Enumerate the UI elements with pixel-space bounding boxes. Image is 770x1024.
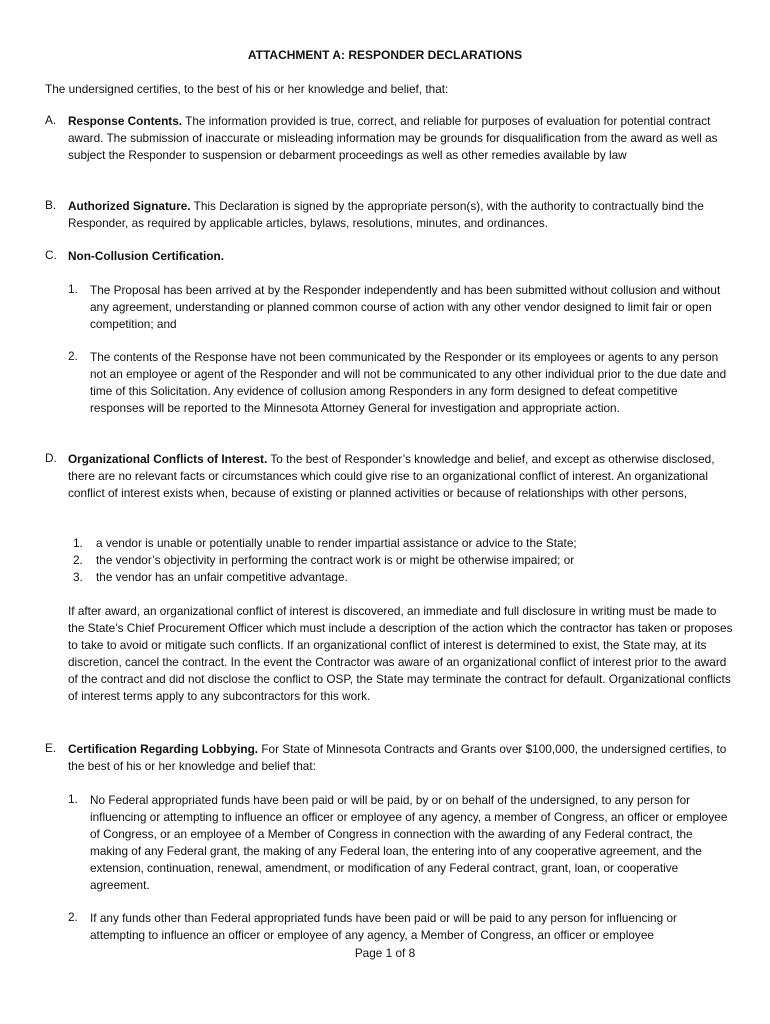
intro-paragraph: The undersigned certifies, to the best of his or her knowledge and belief, that: (45, 82, 449, 96)
section-letter: A. (45, 113, 57, 127)
section-heading: Non-Collusion Certification. (68, 249, 224, 263)
section-letter: E. (45, 741, 57, 755)
section-text: If after award, an organizational conflict of interest is discovered, an immediate and full disclosure in writing must be made to the State’s Chief Procurement Officer which must include a description of the action which the contractor has taken or proposes to take to avoid or mitigate such conflicts. If an organizational conflict of interest is determined to exist, the State may, at its discretion, cancel the contract. In the event the Contractor was aware of an organizational conflict of interest prior to the award of the contract and did not disclose the conflict to OSP, the State may terminate the contract for default. Organizational conflicts of interest terms apply to any subcontractors for this work. (68, 604, 733, 703)
section-heading: Organizational Conflicts of Interest. (68, 452, 268, 466)
section-heading: Certification Regarding Lobbying. (68, 742, 259, 756)
section-heading: Authorized Signature. (68, 199, 191, 213)
section-letter: D. (45, 451, 57, 465)
section-letter: C. (45, 248, 57, 262)
page-title: ATTACHMENT A: RESPONDER DECLARATIONS (247, 48, 523, 62)
section-text: The information provided is true, correct, and reliable for purposes of evaluation for potential contract award. The submission of inaccurate or misleading information may be grounds for disqualification from the award as well as subject the Responder to suspension or debarment proceedings as well as other remedies available by law (68, 114, 718, 162)
section-letter: B. (45, 198, 57, 212)
page-number: Page 1 of 8 (354, 946, 416, 960)
section-text: This Declaration is signed by the appropriate person(s), with the authority to contractually bind the Responder, as required by applicable articles, bylaws, resolutions, minutes, and ordinances. (68, 199, 704, 230)
section-text: To the best of Responder’s knowledge and belief, and except as otherwise disclosed, there are no relevant facts or circumstances which could give rise to an organizational conflict of interest. An organizational conflict of interest exists when, because of existing or planned activities or because of relationships with other persons, (68, 452, 715, 500)
document-page: ATTACHMENT A: RESPONDER DECLARATIONS The undersigned certifies, to the best of his or her knowledge and belief, that: A. Response Contents. The information provided is true, correct, and reliable for purposes of evaluation for potential contract award. The submission of inaccurate or misleading information may be grounds for disqualification from the award as well as subject the Responder to suspension or debarment proceedings as well as other remedies available by law B. Authorized Signature. This Declaration is signed by the appropriate person(s), with the authority to contractually bind the Responder, as required by applicable articles, bylaws, resolutions, minutes, and ordinances. C. Non-Collusion Certification. 1. The Proposal has been arrived at by the Responder independently and has been submitted without collusion and without any agreement, understanding or planned common course of action with any other vendor designed to limit fair or open competition; and 2. The contents of the Response have not been communicated by the Responder or its employees or agents to any person not an employee or agent of the Responder and will not be communicated to any other individual prior to the due date and time of this Solicitation. Any evidence of collusion among Responders in any form designed to defeat competitive responses will be reported to the Minnesota Attorney General for investigation and appropriate action. D. Organizational Conflicts of Interest. To the best of Responder’s knowledge and belief, and except as otherwise disclosed, there are no relevant facts or circumstances which could give rise to an organizational conflict of interest. An organizational conflict of interest exists when, because of existing or planned activities or because of relationships with other persons, 1. a vendor is unable or potentially unable to render impartial assistance or advice to the State; 2. the vendor’s objectivity in performing the contract work is or might be otherwise impaired; or 3. the vendor has an unfair competitive advantage. If after award, an organizational conflict of interest is discovered, an immediate and full disclosure in writing must be made to the State’s Chief Procurement Officer which must include a description of the action which the contractor has taken or proposes to take to avoid or mitigate such conflicts. If an organizational conflict of interest is determined to exist, the State may, at its discretion, cancel the contract. In the event the Contractor was aware of an organizational conflict of interest prior to the award of the contract and did not disclose the conflict to OSP, the State may terminate the contract for default. Organizational conflicts of interest terms apply to any subcontractors for this work. E. Certification Regarding Lobbying. For State of Minnesota Contracts and Grants over $100,000, the undersigned certifies, to the best of his or her knowledge and belief that: 1. No Federal appropriated funds have been paid or will be paid, by or on behalf of the undersigned, to any person for influencing or attempting to influence an officer or employee of any agency, a member of Congress, an officer or employee of Congress, or an employee of a Member of Congress in connection with the awarding of any Federal contract, the making of any Federal grant, the making of any Federal loan, the entering into of any cooperative agreement, and the extension, continuation, renewal, amendment, or modification of any Federal contract, grant, loan, or cooperative agreement. 2. If any funds other than Federal appropriated funds have been paid or will be paid to any person for influencing or attempting to influence an officer or employee of any agency, a Member of Congress, an officer or employee Page 1 of 8 (0, 0, 770, 1024)
section-text: For State of Minnesota Contracts and Grants over $100,000, the undersigned certifies, to the best of his or her knowledge and belief that: (68, 742, 727, 773)
section-heading: Response Contents. (68, 114, 183, 128)
